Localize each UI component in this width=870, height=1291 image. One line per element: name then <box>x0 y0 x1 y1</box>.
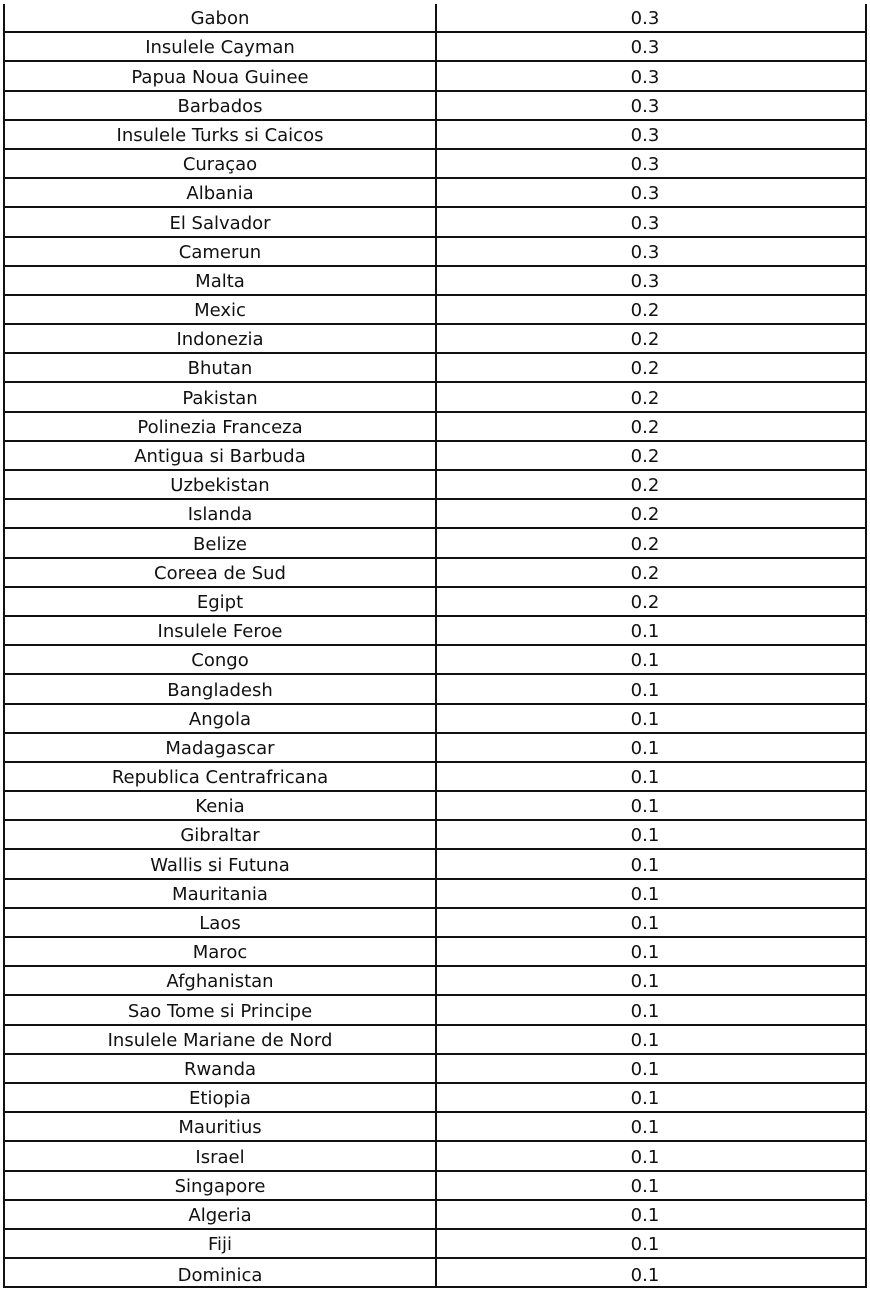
value-cell: 0.1 <box>630 1000 660 1022</box>
value-cell: 0.2 <box>630 475 660 497</box>
country-cell: Insulele Feroe <box>157 621 283 643</box>
value-cell: 0.1 <box>630 883 660 905</box>
value-cell: 0.1 <box>630 1175 660 1197</box>
value-cell: 0.2 <box>630 591 660 613</box>
country-cell: Polinezia Franceza <box>137 416 303 438</box>
country-cell: Pakistan <box>182 387 258 409</box>
country-cell: Uzbekistan <box>170 475 270 497</box>
value-cell: 0.1 <box>630 1088 660 1110</box>
value-cell: 0.2 <box>630 329 660 351</box>
value-cell: 0.2 <box>630 416 660 438</box>
value-cell: 0.1 <box>630 1117 660 1139</box>
country-cell: Laos <box>199 913 241 934</box>
value-cell: 0.1 <box>630 767 660 789</box>
country-cell: Egipt <box>196 591 244 613</box>
country-cell: Barbados <box>177 95 263 117</box>
country-cell: Belize <box>193 533 247 555</box>
country-cell: Maroc <box>192 942 248 964</box>
country-cell: Israel <box>195 1146 245 1168</box>
value-cell: 0.1 <box>630 650 660 672</box>
country-cell: Antigua si Barbuda <box>134 446 306 467</box>
value-cell: 0.1 <box>630 737 660 759</box>
country-cell: Rwanda <box>183 1058 257 1080</box>
value-cell: 0.2 <box>630 504 660 526</box>
value-cell: 0.3 <box>630 154 660 176</box>
country-cell: Curaçao <box>182 154 258 176</box>
country-cell: Sao Tome si Principe <box>127 1000 313 1022</box>
value-cell: 0.1 <box>630 1204 660 1226</box>
value-cell: 0.1 <box>630 621 660 643</box>
country-cell: Bangladesh <box>167 679 273 701</box>
value-cell: 0.3 <box>630 8 660 30</box>
value-cell: 0.3 <box>630 270 660 292</box>
value-cell: 0.2 <box>630 533 660 555</box>
value-cell: 0.1 <box>630 1058 660 1080</box>
value-cell: 0.1 <box>630 679 660 701</box>
value-cell: 0.3 <box>630 241 660 263</box>
value-cell: 0.1 <box>630 1234 660 1256</box>
data-table <box>3 4 867 1288</box>
value-cell: 0.1 <box>630 971 660 993</box>
country-cell: Algeria <box>188 1204 252 1226</box>
value-cell: 0.1 <box>630 708 660 730</box>
value-cell: 0.1 <box>630 796 660 818</box>
country-cell: Islanda <box>187 504 253 526</box>
country-cell: Mexic <box>194 300 246 322</box>
country-cell: Mauritania <box>172 883 268 905</box>
country-cell: Camerun <box>178 241 262 263</box>
country-cell: Insulele Cayman <box>145 37 295 59</box>
country-cell: Wallis si Futuna <box>150 854 290 876</box>
country-cell: Singapore <box>174 1175 266 1197</box>
country-cell: Gabon <box>190 8 250 30</box>
country-cell: Angola <box>188 708 252 730</box>
country-cell: Etiopia <box>189 1088 251 1110</box>
country-cell: Kenia <box>195 796 245 818</box>
value-cell: 0.2 <box>630 562 660 584</box>
value-cell: 0.1 <box>630 942 660 964</box>
value-cell: 0.1 <box>630 1029 660 1051</box>
value-cell: 0.3 <box>630 183 660 205</box>
country-cell: Mauritius <box>178 1117 262 1139</box>
country-cell: Afghanistan <box>166 971 274 993</box>
country-cell: Republica Centrafricana <box>111 767 329 789</box>
country-cell: Indonezia <box>176 329 264 351</box>
value-cell: 0.3 <box>630 124 660 146</box>
value-cell: 0.2 <box>630 446 660 467</box>
country-cell: Coreea de Sud <box>154 562 286 584</box>
value-cell: 0.1 <box>630 1265 660 1287</box>
value-cell: 0.2 <box>630 358 660 380</box>
value-cell: 0.1 <box>630 825 660 847</box>
country-cell: Dominica <box>177 1265 263 1287</box>
country-cell: El Salvador <box>169 212 271 234</box>
value-cell: 0.3 <box>630 37 660 59</box>
value-cell: 0.2 <box>630 300 660 322</box>
value-cell: 0.1 <box>630 1146 660 1168</box>
country-cell: Insulele Turks si Caicos <box>116 124 324 146</box>
value-cell: 0.3 <box>630 212 660 234</box>
country-cell: Madagascar <box>165 737 275 759</box>
country-cell: Albania <box>186 183 254 205</box>
value-cell: 0.1 <box>630 913 660 934</box>
country-cell: Gibraltar <box>180 825 260 847</box>
country-cell: Bhutan <box>187 358 253 380</box>
country-cell: Congo <box>191 650 249 672</box>
value-cell: 0.3 <box>630 95 660 117</box>
value-cell: 0.2 <box>630 387 660 409</box>
value-cell: 0.3 <box>630 66 660 88</box>
country-cell: Papua Noua Guinee <box>131 66 309 88</box>
value-cell: 0.1 <box>630 854 660 876</box>
country-cell: Insulele Mariane de Nord <box>107 1029 333 1051</box>
country-cell: Malta <box>195 270 245 292</box>
column-divider <box>435 4 437 1286</box>
country-cell: Fiji <box>207 1234 233 1256</box>
